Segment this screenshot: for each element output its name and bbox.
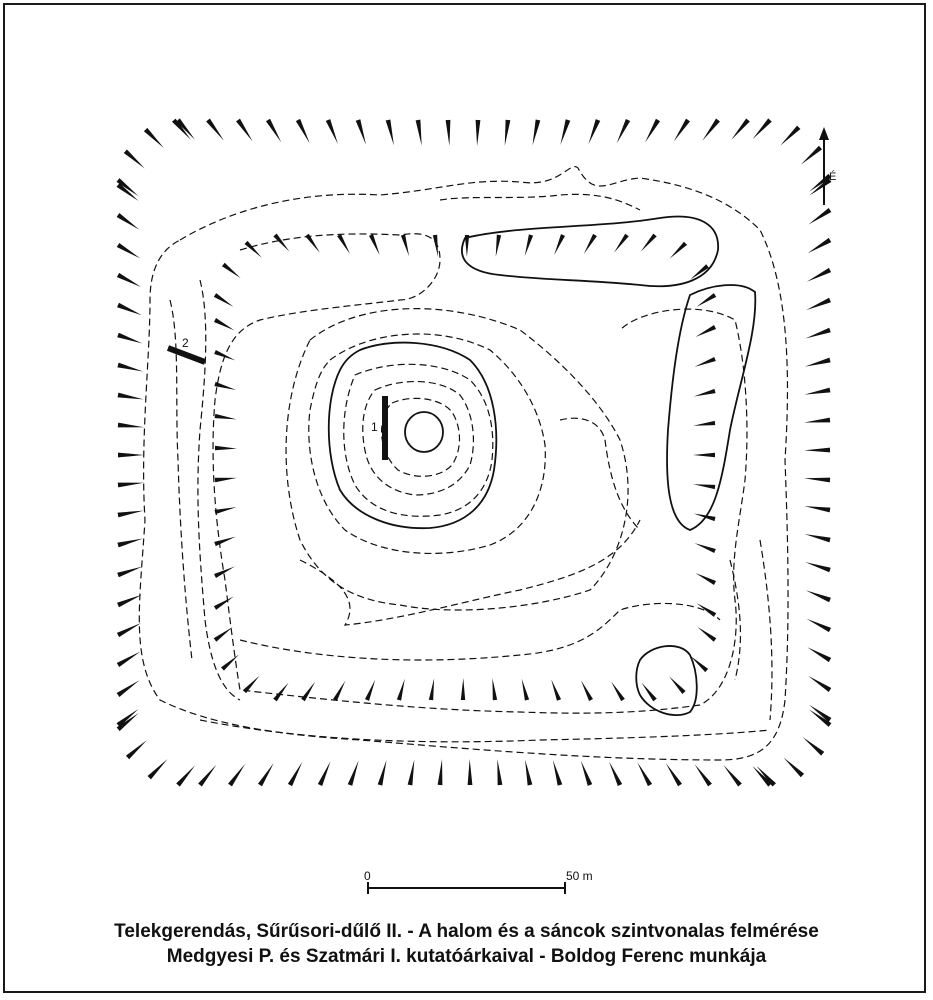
hachure-tick (641, 234, 657, 252)
hachure-tick (476, 120, 481, 146)
hachure-tick (670, 242, 687, 259)
hachure-tick (696, 603, 716, 617)
hachure-tick (117, 595, 142, 607)
hachure-tick (804, 388, 830, 395)
platform-contour-b (560, 418, 640, 530)
hachure-tick (401, 234, 409, 256)
hachure-tick (525, 759, 532, 785)
hachure-tick (198, 765, 216, 787)
hachure-tick (117, 623, 141, 637)
hachure-tick (808, 238, 832, 253)
hachure-tick (497, 759, 502, 785)
hachure-tick (702, 119, 720, 141)
hachure-tick (780, 126, 800, 146)
hachure-tick (117, 709, 139, 727)
hachure-tick (693, 484, 715, 489)
hachure-tick (807, 619, 831, 632)
hachure-tick (805, 534, 831, 542)
trench-2 (168, 348, 205, 362)
hachure-tick (117, 303, 142, 315)
hachure-tick (753, 118, 772, 139)
hachure-tick (803, 737, 824, 756)
hachure-tick (808, 208, 831, 225)
hachure-tick (533, 119, 541, 145)
hachure-tick (215, 446, 237, 450)
hachure-tick (693, 421, 715, 426)
hachure-tick (695, 764, 712, 786)
hachure-tick (397, 679, 405, 701)
hachure-tick (369, 234, 380, 255)
hachure-tick (222, 263, 241, 278)
hachure-tick (693, 453, 715, 457)
hachure-tick (804, 448, 830, 453)
hachure-tick (126, 740, 147, 759)
hachure-tick (148, 759, 168, 779)
mound-contour-2 (309, 334, 546, 553)
hachure-tick (804, 506, 830, 512)
hachure-tick (752, 766, 771, 787)
hachure-tick (581, 761, 592, 786)
hachure-tick (694, 543, 715, 553)
hachure-tick (266, 119, 281, 143)
hachure-tick (236, 119, 253, 142)
hachure-tick (614, 234, 629, 253)
right-contour-b (730, 560, 740, 680)
hachure-tick (694, 514, 716, 522)
hachure-tick (522, 679, 529, 701)
hachure-tick (642, 683, 657, 702)
hachure-tick (588, 119, 600, 144)
hachure-tick (118, 423, 144, 428)
hachure-tick (214, 293, 234, 307)
hachure-tick (118, 393, 144, 400)
hachure-tick (801, 146, 822, 165)
hachure-tick (214, 382, 236, 390)
hachure-tick (617, 119, 630, 143)
hachure-tick (807, 647, 831, 662)
hachure-tick (214, 537, 235, 546)
scale-start-label: 0 (364, 869, 371, 883)
hachure-tick (446, 120, 451, 146)
caption-line-1: Telekgerendás, Sűrűsori-dűlő II. - A halom és a sáncok szintvonalas felmérése (114, 921, 819, 942)
hachure-tick (554, 234, 565, 255)
hachure-tick (553, 760, 562, 786)
hachure-tick (731, 118, 750, 139)
outer-contour (139, 167, 788, 760)
hachure-tick (505, 120, 511, 146)
hachure-tick (144, 128, 164, 148)
hachure-tick (117, 213, 140, 230)
hachure-tick (723, 765, 741, 787)
hachure-tick (118, 453, 144, 458)
hachure-tick (117, 567, 142, 578)
hachure-tick (805, 562, 831, 572)
mound-summit-solid-contour (329, 343, 497, 529)
hachure-tick (438, 759, 443, 785)
hachure-tick (416, 120, 422, 146)
hachure-tick (551, 679, 561, 700)
hachure-tick (215, 478, 237, 482)
hachure-tick (356, 119, 366, 144)
hachure-tick (694, 389, 716, 397)
hachure-tick (696, 293, 716, 307)
hachure-tick (807, 268, 831, 282)
hachure-tick (805, 358, 831, 367)
hachure-tick (461, 678, 465, 700)
hachure-tick (581, 680, 593, 701)
hachure-tick (465, 235, 469, 257)
hachure-tick (496, 235, 501, 257)
trench-1 (382, 396, 388, 460)
hachure-tick (468, 759, 473, 785)
hachure-tick (333, 681, 345, 701)
hachure-tick (288, 762, 302, 786)
hachure-tick (214, 350, 235, 360)
top-contour (440, 194, 640, 210)
east-ditch-hollow (667, 285, 755, 530)
hachure-tick (118, 483, 144, 488)
hachure-tick (273, 683, 288, 702)
bottom-contour (200, 720, 770, 742)
hachure-tick (408, 759, 415, 785)
caption-line-2: Medgyesi P. és Szatmári I. kutatóárkaival - Boldog Ferenc munkája (166, 946, 767, 967)
hachure-tick (215, 414, 237, 420)
hachure-tick (806, 298, 831, 310)
hachure-tick (296, 119, 310, 143)
hachure-tick (326, 119, 338, 144)
hachure-tick (117, 363, 143, 372)
hachure-tick (214, 627, 233, 642)
hachure-tick (206, 119, 224, 141)
hachure-tick (697, 627, 716, 642)
hachure-tick (318, 761, 331, 786)
hachure-tick (669, 676, 685, 694)
hachure-tick (804, 418, 830, 423)
hachure-tick (433, 235, 438, 257)
mound-contour-3 (344, 364, 493, 516)
hachure-tick (525, 234, 533, 256)
hachure-tick (118, 511, 144, 518)
hachure-tick (609, 761, 622, 786)
north-arrow (819, 127, 836, 205)
north-label: É (829, 171, 837, 183)
hachure-tick (305, 234, 320, 253)
hachure-tick (215, 507, 237, 514)
hachure-tick (243, 676, 260, 694)
hachure-tick (365, 680, 375, 701)
hachure-tick (117, 333, 142, 344)
hachure-tick (378, 760, 387, 786)
hachure-tick (560, 119, 570, 145)
hachure-tick (214, 318, 234, 330)
hachure-tick (674, 119, 690, 142)
hachure-tick (214, 597, 234, 610)
hachure-tick (694, 357, 715, 367)
hachure-tick (117, 538, 143, 547)
right-contour (760, 540, 772, 720)
hachure-tick (645, 119, 660, 143)
hachure-tick (258, 763, 274, 786)
hachure-tick (244, 241, 261, 258)
hachure-tick (117, 273, 141, 287)
mound-contour-5 (382, 398, 460, 476)
hachure-tick (117, 243, 141, 258)
hachure-tick (695, 325, 716, 337)
hachure-tick (176, 765, 195, 786)
hachure-tick (348, 760, 359, 785)
hachure-tick (124, 149, 145, 168)
ne-hollow (462, 217, 718, 287)
trench-1-label: 1 (371, 420, 378, 434)
scale-end-label: 50 m (566, 869, 593, 883)
hachure-tick (784, 758, 804, 778)
hachure-tick (666, 763, 682, 786)
hachure-tick (806, 590, 831, 602)
hachure-tick (176, 118, 195, 139)
trench-2-label: 2 (182, 336, 189, 350)
mound-summit (405, 412, 443, 452)
hachure-tick (808, 676, 831, 692)
hachure-tick (273, 234, 289, 252)
hachure-tick (337, 234, 350, 254)
hachure-tick (637, 762, 652, 786)
hachure-tick (805, 328, 830, 339)
hachure-tick (804, 478, 830, 483)
hachure-tick (117, 652, 141, 667)
hachure-tick (584, 234, 597, 254)
hachure-tick (611, 681, 625, 701)
hachure-tick (492, 678, 497, 700)
hachure-tick (695, 573, 716, 585)
hachure-tick (228, 764, 245, 787)
hachure-tick (386, 119, 394, 145)
scale-bar (364, 869, 593, 894)
hachure-tick (117, 680, 140, 697)
se-hollow (636, 646, 697, 715)
hachure-tick (429, 678, 434, 700)
